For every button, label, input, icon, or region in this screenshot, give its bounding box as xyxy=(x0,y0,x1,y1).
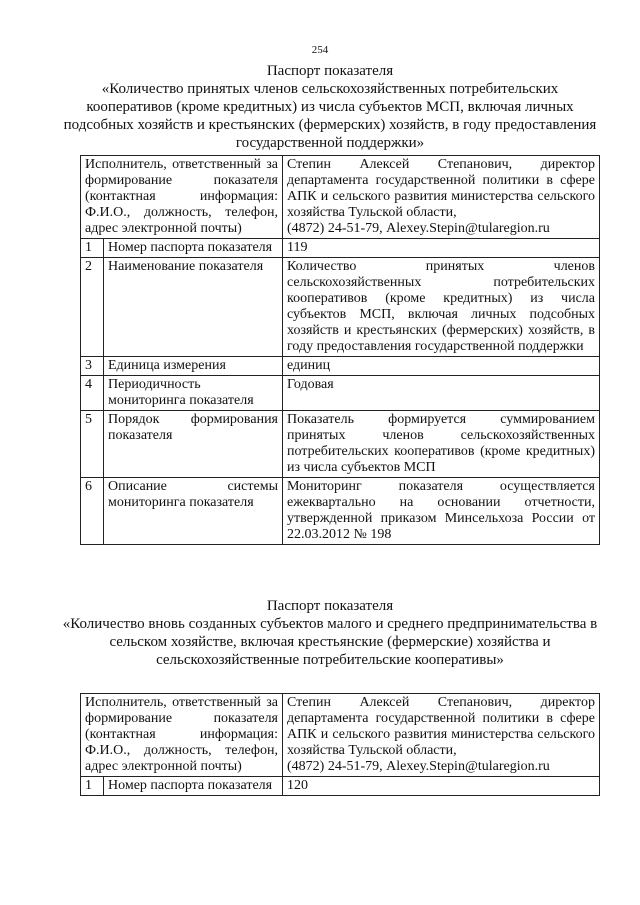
row-value: Годовая xyxy=(283,376,600,411)
table-row xyxy=(81,376,600,411)
executor-label: Исполнитель, ответственный за формирование показателя (контактная информация: Ф.И.О., должность, телефон, адрес электронной почты) xyxy=(81,694,283,777)
table-row xyxy=(81,239,600,258)
row-number: 4 xyxy=(81,376,104,411)
executor-value: Степин Алексей Степанович, директор департамента государственной политики в сфере АПК и сельского развития министерства сельского хозяйства Тульской области, xyxy=(287,157,595,220)
section-2-heading xyxy=(60,597,600,669)
row-name: Периодичность мониторинга показателя xyxy=(104,376,283,411)
page-number: 254 xyxy=(311,44,329,56)
table-row xyxy=(81,156,600,239)
row-value: единиц xyxy=(283,357,600,376)
executor-value-cell xyxy=(283,156,600,239)
row-name: Единица измерения xyxy=(104,357,283,376)
row-name: Номер паспорта показателя xyxy=(104,777,283,796)
row-value: 119 xyxy=(283,239,600,258)
row-number: 2 xyxy=(81,258,104,357)
table-row xyxy=(81,478,600,545)
row-number: 1 xyxy=(81,777,104,796)
row-value: Мониторинг показателя осуществляется ежеквартально на основании отчетности, утвержденной приказом Минсельхоза России от 22.03.2012 № 198 xyxy=(283,478,600,545)
section-1-heading xyxy=(60,62,600,152)
section-1-subtitle: «Количество принятых членов сельскохозяйственных потребительских кооперативов (кроме кредитных) из числа субъектов МСП, включая личных подсобных хозяйств и крестьянских (фермерских) хозяйств, в году предоставления государственной поддержки» xyxy=(63,81,597,151)
table-row xyxy=(81,357,600,376)
row-name: Наименование показателя xyxy=(104,258,283,357)
row-value: 120 xyxy=(283,777,600,796)
section-1-title: Паспорт показателя xyxy=(266,63,394,79)
table-row xyxy=(81,694,600,777)
row-number: 5 xyxy=(81,411,104,478)
row-number: 6 xyxy=(81,478,104,545)
section-2-title: Паспорт показателя xyxy=(266,598,394,614)
row-value: Количество принятых членов сельскохозяйственных потребительских кооперативов (кроме кредитных) из числа субъектов МСП, включая личных подсобных хозяйств и крестьянских (фермерских) хозяйств, в году предоставления государственной поддержки xyxy=(283,258,600,357)
executor-value-cell xyxy=(283,694,600,777)
passport-table-2 xyxy=(80,693,600,796)
row-number: 3 xyxy=(81,357,104,376)
row-name: Номер паспорта показателя xyxy=(104,239,283,258)
passport-table-1 xyxy=(80,155,600,545)
executor-value: Степин Алексей Степанович, директор департамента государственной политики в сфере АПК и сельского развития министерства сельского хозяйства Тульской области, xyxy=(287,695,595,758)
executor-contact: (4872) 24-51-79, Alexey.Stepin@tularegion.ru xyxy=(287,221,550,236)
row-value: Показатель формируется суммированием принятых членов сельскохозяйственных потребительских кооперативов (кроме кредитных) из числа субъектов МСП xyxy=(283,411,600,478)
table-row xyxy=(81,258,600,357)
section-2-subtitle: «Количество вновь созданных субъектов малого и среднего предпринимательства в сельском хозяйстве, включая крестьянские (фермерские) хозяйства и сельскохозяйственные потребительские кооперативы» xyxy=(62,616,598,668)
row-number: 1 xyxy=(81,239,104,258)
row-name: Описание системы мониторинга показателя xyxy=(104,478,283,545)
executor-label: Исполнитель, ответственный за формирование показателя (контактная информация: Ф.И.О., должность, телефон, адрес электронной почты) xyxy=(81,156,283,239)
table-row xyxy=(81,777,600,796)
row-name: Порядок формирования показателя xyxy=(104,411,283,478)
executor-contact: (4872) 24-51-79, Alexey.Stepin@tularegion.ru xyxy=(287,759,550,774)
table-row xyxy=(81,411,600,478)
